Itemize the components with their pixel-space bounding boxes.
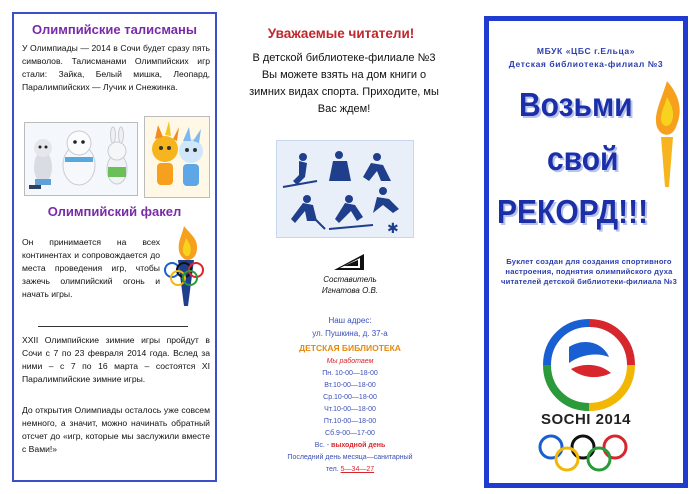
address-label: Наш адрес:: [328, 316, 372, 325]
hours-mon: Пн. 10-00—18-00: [322, 370, 378, 377]
phone: [290, 464, 410, 476]
invitation-text: В детской библиотеке-филиале №3 Вы можете взять на дом книги о зимних видах спорта. Приходите, мы Вас ждем!: [249, 52, 439, 115]
mascots-image: [24, 122, 138, 196]
olympic-rings-icon: [531, 433, 641, 473]
compiler-label: Составитель: [323, 275, 377, 284]
library-name: ДЕТСКАЯ БИБЛИОТЕКА: [299, 343, 401, 353]
hours-wed: Ср.10-00—18-00: [323, 394, 377, 401]
stairs-logo-icon: [334, 254, 364, 270]
dayoff-text: выходной день: [331, 442, 386, 449]
left-panel: [12, 12, 217, 482]
hours-tue: Вт.10-00—18-00: [324, 382, 376, 389]
mascots-text: У Олимпиады — 2014 в Сочи будет сразу пять символов. Талисманами Олимпийских игр стали: Зайка, Белый мишка, Леопард, Паралимпийских — Лучик и Снежинка.: [22, 43, 210, 92]
hours-fri: Пт.10-00—18-00: [323, 418, 377, 425]
org-name: МБУК «ЦБС г.Ельца»: [536, 46, 636, 56]
mascots-title: Олимпийские талисманы: [32, 22, 197, 37]
subtitle: Буклет создан для создания спортивного настроения, поднятия олимпийского духа читателей детской библиотеки-филиала №3: [500, 257, 677, 286]
games-text: XXII Олимпийские зимние игры пройдут в Сочи с 7 по 23 февраля 2014 года. Вслед за ними – с 7 по 16 марта – состоятся XI Паралимпийские зимние игры.: [22, 335, 210, 384]
countdown-text: До открытия Олимпиады осталось уже совсем немного, а значит, можно начинать обратный отсчет до «игр, которые мы заслужили вместе с Вами!»: [22, 405, 210, 454]
hours-thu: Чт.10-00—18-00: [324, 406, 376, 413]
torch-title: Олимпийский факел: [47, 204, 182, 219]
torch-image: [162, 222, 216, 308]
paralympic-mascots-image: [144, 116, 210, 198]
cover-panel: [484, 16, 688, 488]
sochi-text: SOCHI 2014: [540, 411, 632, 428]
dayoff-prefix: Вс. -: [314, 442, 330, 449]
hours-label: Мы работаем: [326, 358, 374, 365]
dayoff: [280, 440, 420, 452]
phone-prefix: тел.: [325, 466, 339, 473]
address: ул. Пушкина, д. 37-а: [312, 329, 388, 338]
title-line-1: Возьми: [519, 87, 633, 124]
hours-sat: Сб.9-00—17-00: [325, 430, 375, 437]
torch-text: Он принимается на всех континентах и сопровождается до места проведения игр, чтобы зажечь олимпийский огонь и начать игры.: [22, 237, 160, 299]
title-line-2: свой: [547, 141, 619, 178]
divider: [38, 326, 188, 327]
winter-sports-image: [276, 140, 414, 238]
sanitary-day: Последний день месяца—санитарный: [287, 454, 413, 461]
branch-name: Детская библиотека-филиал №3: [508, 59, 664, 69]
hours-list: [290, 368, 410, 440]
sochi-logo-icon: [539, 317, 639, 415]
greeting: Уважаемые читатели!: [267, 26, 415, 41]
compiler-name: Игнатова О.В.: [321, 286, 379, 295]
svg-text:✱: ✱: [387, 221, 399, 237]
compiler: [300, 274, 400, 296]
phone-number: 5—34—27: [340, 466, 375, 473]
title-line-3: РЕКОРД!!!: [497, 194, 649, 231]
flame-icon: [647, 79, 685, 189]
